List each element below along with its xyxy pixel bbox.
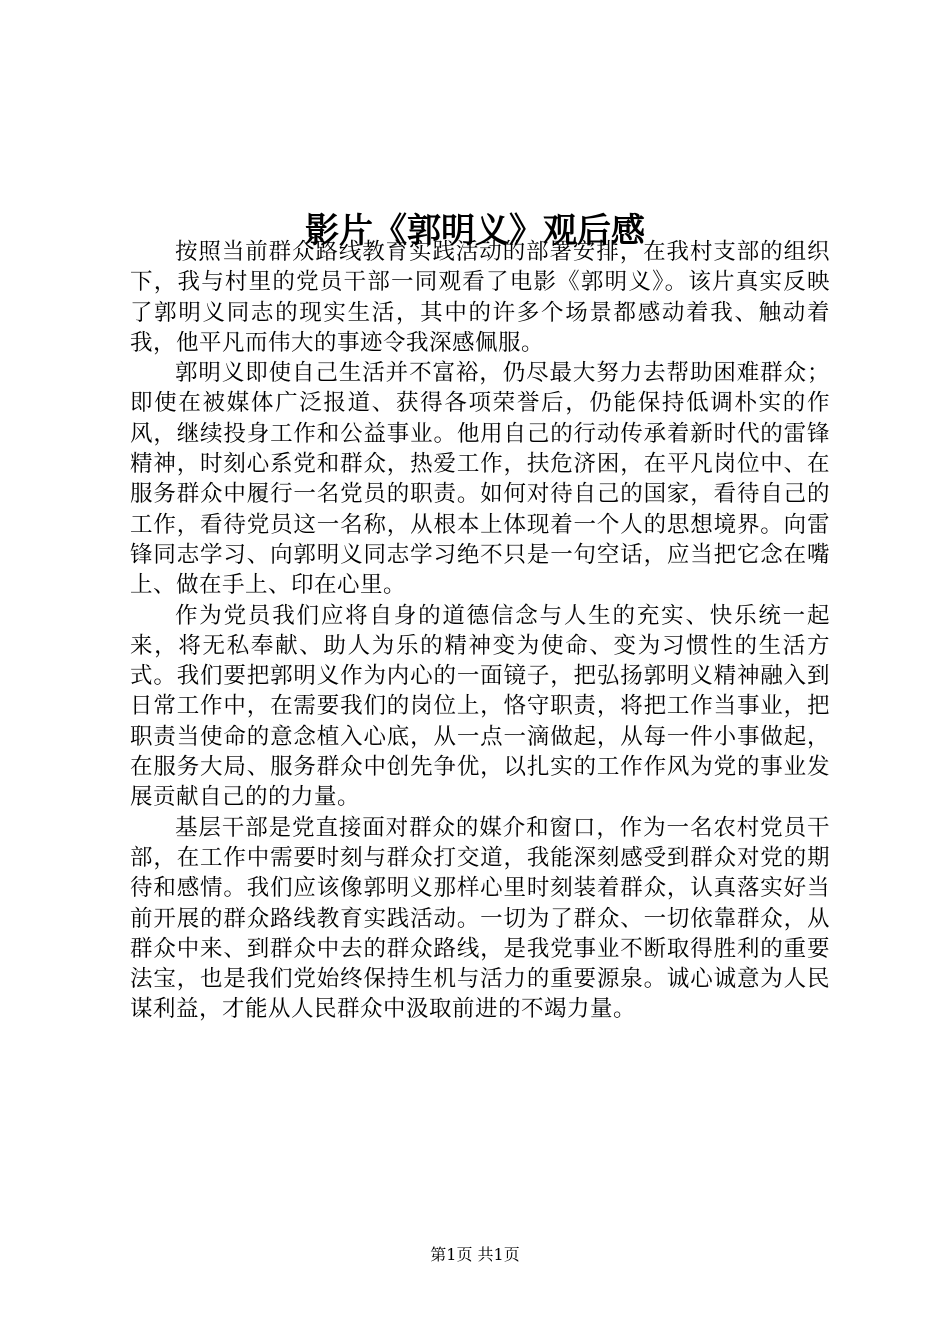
- document-title: 影片《郭明义》观后感: [305, 210, 645, 251]
- page-number-footer: 第1页 共1页: [430, 1245, 520, 1264]
- paragraph-4: 基层干部是党直接面对群众的媒介和窗口，作为一名农村党员干部，在工作中需要时刻与群众打交道，我能深刻感受到群众对党的期待和感情。我们应该像郭明义那样心里时刻装着群众，认真落实好当前开展的群众路线教育实践活动。一切为了群众、一切依靠群众，从群众中来、到群众中去的群众路线，是我党事业不断取得胜利的重要法宝，也是我们党始终保持生机与活力的重要源泉。诚心诚意为人民谋利益，才能从人民群众中汲取前进的不竭力量。: [130, 814, 830, 1023]
- document-body: [130, 237, 830, 1025]
- paragraph-1: 按照当前群众路线教育实践活动的部署安排，在我村支部的组织下，我与村里的党员干部一同观看了电影《郭明义》。该片真实反映了郭明义同志的现实生活，其中的许多个场景都感动着我、触动着我，他平凡而伟大的事迹令我深感佩服。: [130, 239, 830, 356]
- paragraph-2: 郭明义即使自己生活并不富裕，仍尽最大努力去帮助困难群众；即使在被媒体广泛报道、获得各项荣誉后，仍能保持低调朴实的作风，继续投身工作和公益事业。他用自己的行动传承着新时代的雷锋精神，时刻心系党和群众，热爱工作，扶危济困，在平凡岗位中、在服务群众中履行一名党员的职责。如何对待自己的国家，看待自己的工作，看待党员这一名称，从根本上体现着一个人的思想境界。向雷锋同志学习、向郭明义同志学习绝不只是一句空话，应当把它念在嘴上、做在手上、印在心里。: [130, 360, 830, 599]
- paragraph-3: 作为党员我们应将自身的道德信念与人生的充实、快乐统一起来，将无私奉献、助人为乐的精神变为使命、变为习惯性的生活方式。我们要把郭明义作为内心的一面镜子，把弘扬郭明义精神融入到日常工作中，在需要我们的岗位上，恪守职责，将把工作当事业，把职责当使命的意念植入心底，从一点一滴做起，从每一件小事做起，在服务大局、服务群众中创先争优，以扎实的工作作风为党的事业发展贡献自己的的力量。: [130, 602, 830, 811]
